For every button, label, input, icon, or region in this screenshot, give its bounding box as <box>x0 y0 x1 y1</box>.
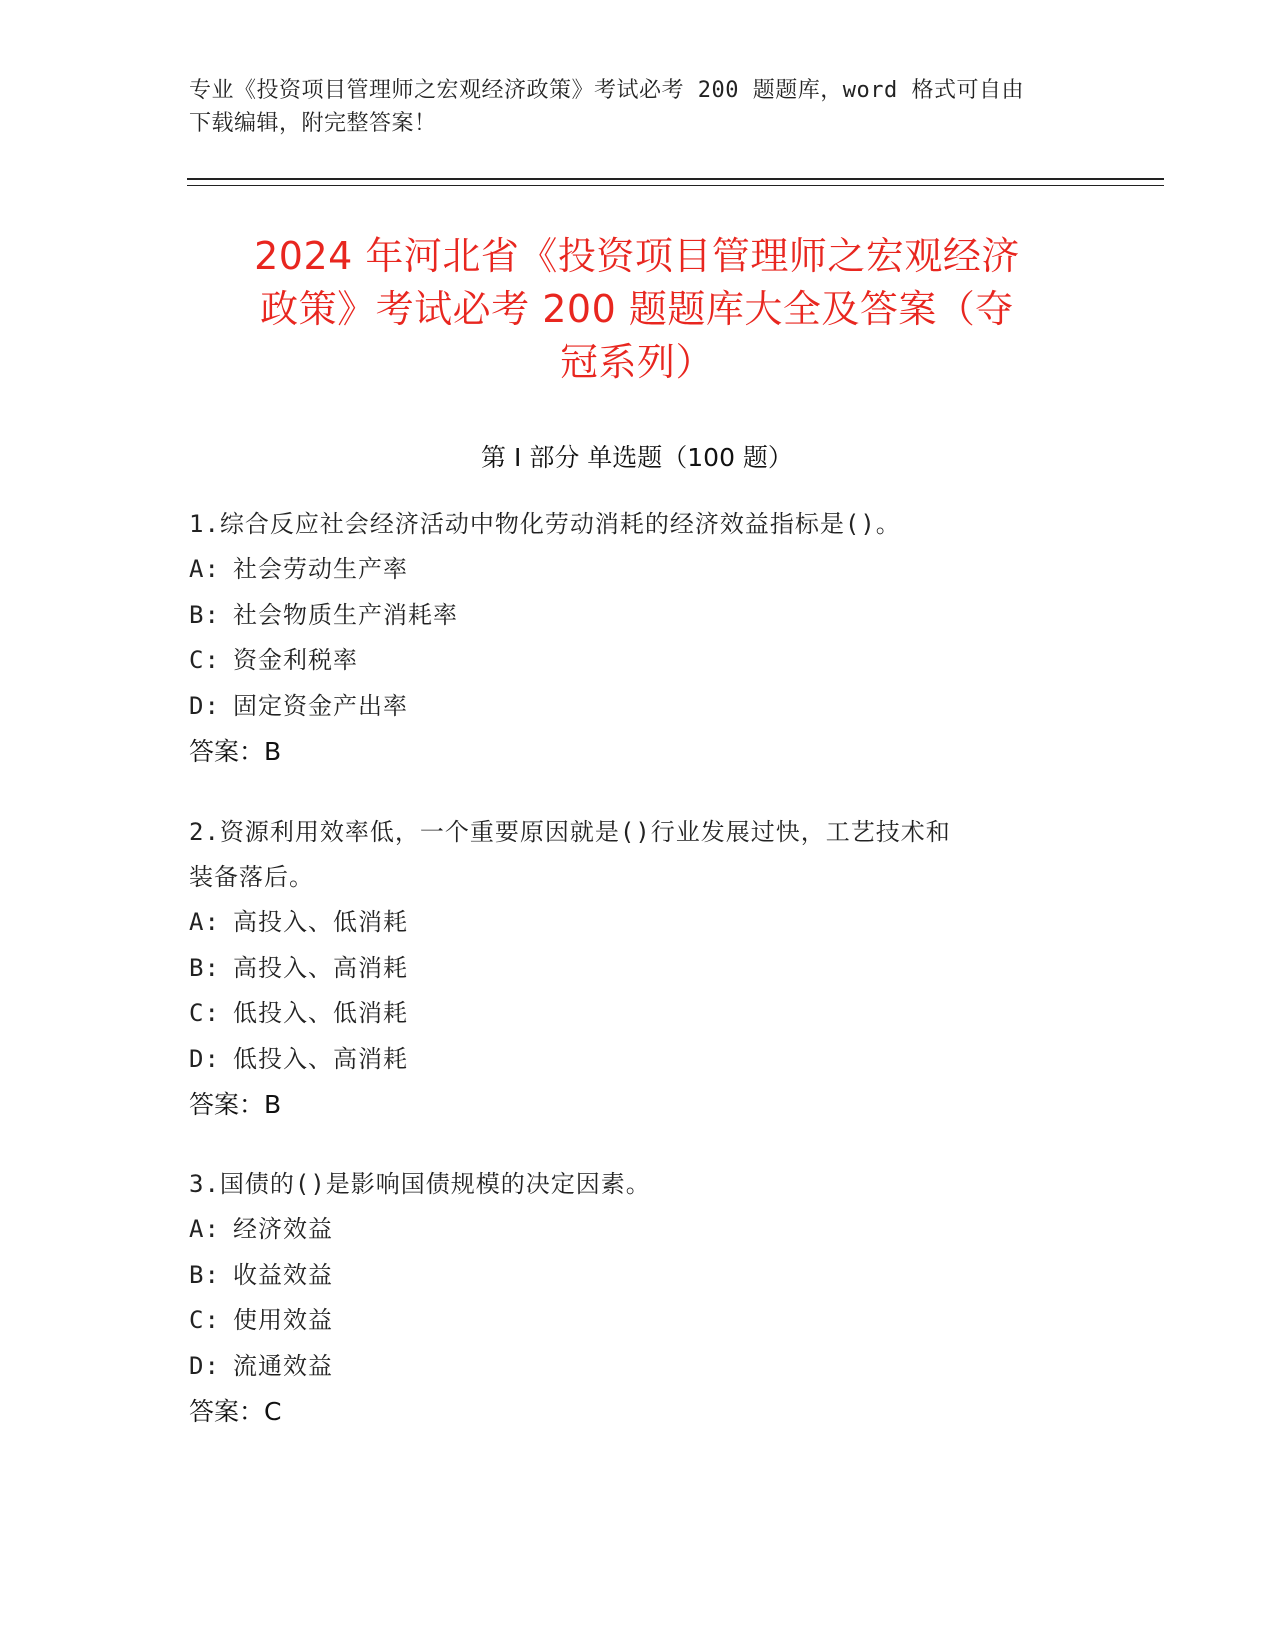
question-option <box>189 1298 1069 1344</box>
option-text: 收益效益 <box>233 1260 333 1289</box>
header-divider-thin <box>187 185 1164 186</box>
question-answer: 答案：B <box>189 1090 282 1119</box>
option-key: B: <box>189 1260 220 1289</box>
option-key: C: <box>189 646 220 674</box>
question-option <box>189 991 1069 1037</box>
title-line-3: 冠系列） <box>559 340 714 384</box>
section-heading: 第 I 部分 单选题（100 题） <box>481 443 793 472</box>
option-text: 社会物质生产消耗率 <box>233 600 458 629</box>
question-item <box>189 1162 1069 1434</box>
option-text: 资金利税率 <box>233 646 358 674</box>
document-header-note <box>189 74 1069 140</box>
option-text: 低投入、低消耗 <box>233 999 408 1027</box>
header-divider-thick <box>187 178 1164 180</box>
question-stem: 2.资源利用效率低，一个重要原因就是()行业发展过快，工艺技术和 <box>189 818 951 846</box>
question-stem-continuation: 装备落后。 <box>189 863 314 891</box>
question-option <box>189 946 1069 992</box>
question-item <box>189 810 1069 1127</box>
option-key: A: <box>189 1215 220 1243</box>
title-line-2: 政策》考试必考 200 题题库大全及答案（夺 <box>260 287 1014 331</box>
option-key: B: <box>189 600 220 629</box>
question-option <box>189 684 1069 730</box>
question-option <box>189 1253 1069 1299</box>
question-option <box>189 1037 1069 1083</box>
option-text: 低投入、高消耗 <box>233 1044 408 1073</box>
option-key: B: <box>189 953 220 982</box>
option-text: 社会劳动生产率 <box>233 555 408 583</box>
document-title <box>187 230 1087 389</box>
option-key: C: <box>189 999 220 1027</box>
question-stem: 1.综合反应社会经济活动中物化劳动消耗的经济效益指标是()。 <box>189 510 901 538</box>
option-text: 使用效益 <box>233 1306 333 1334</box>
option-key: D: <box>189 1044 220 1073</box>
question-item <box>189 502 1069 774</box>
question-stem: 3.国债的()是影响国债规模的决定因素。 <box>189 1170 651 1198</box>
option-text: 高投入、高消耗 <box>233 953 408 982</box>
question-option <box>189 1344 1069 1390</box>
header-note-line-2: 下载编辑，附完整答案！ <box>189 111 437 136</box>
option-key: D: <box>189 691 220 720</box>
question-answer: 答案：C <box>189 1397 282 1426</box>
question-option <box>189 547 1069 593</box>
question-option <box>189 900 1069 946</box>
question-answer: 答案：B <box>189 737 282 766</box>
option-text: 经济效益 <box>233 1215 333 1243</box>
option-text: 流通效益 <box>233 1351 333 1380</box>
option-key: D: <box>189 1351 220 1380</box>
option-key: A: <box>189 555 220 583</box>
option-text: 高投入、低消耗 <box>233 908 408 936</box>
option-key: C: <box>189 1306 220 1334</box>
question-option <box>189 1207 1069 1253</box>
option-text: 固定资金产出率 <box>233 691 408 720</box>
title-line-1: 2024 年河北省《投资项目管理师之宏观经济 <box>254 234 1020 278</box>
header-note-line-1: 专业《投资项目管理师之宏观经济政策》考试必考 200 题题库，word 格式可自由 <box>189 78 1024 103</box>
question-option <box>189 638 1069 684</box>
question-option <box>189 593 1069 639</box>
option-key: A: <box>189 908 220 936</box>
